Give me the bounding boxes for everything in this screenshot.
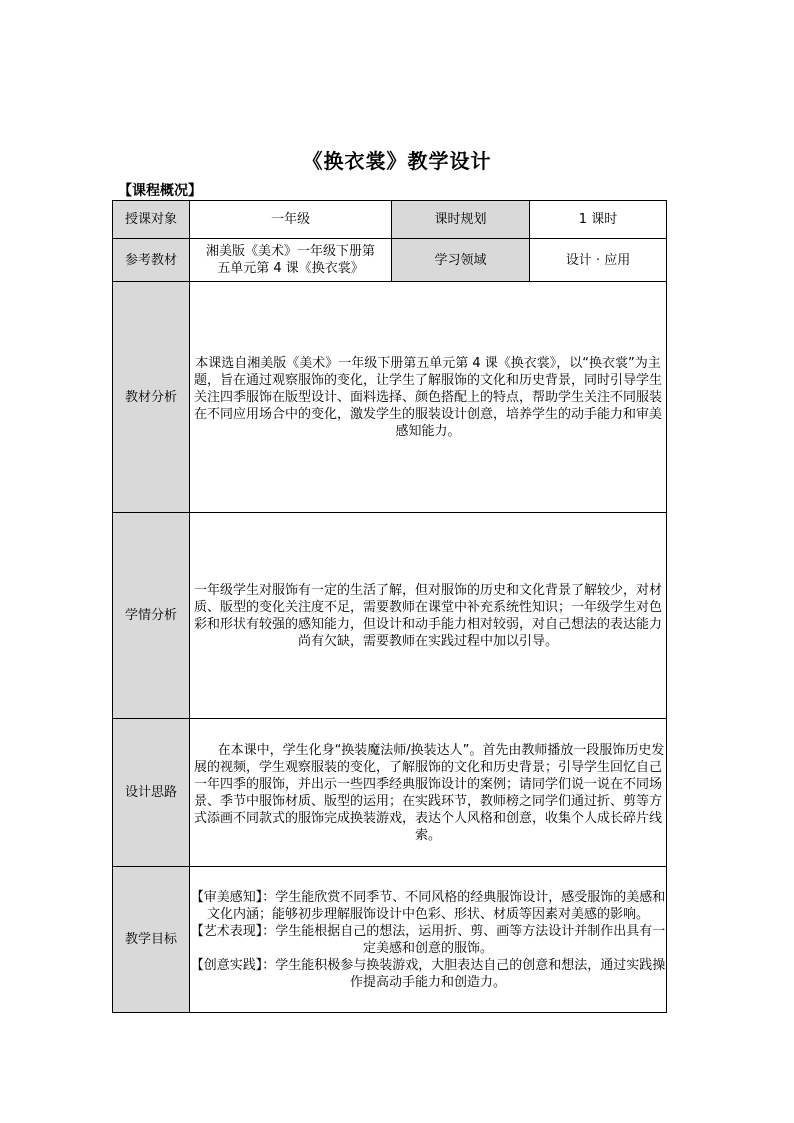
section-heading-course-overview: 【课程概况】: [118, 183, 202, 199]
content-student-analysis: 一年级学生对服饰有一定的生活了解，但对服饰的历史和文化背景了解较少，对材质、版型的变化关注度不足，需要教师在课堂中补充系统性知识；一年级学生对色彩和形状有较强的感知能力，但设计和动手能力相对较弱，对自己想法的表达能力尚有欠缺，需要教师在实践过程中加以引导。: [190, 513, 667, 719]
document-title: 《换衣裳》教学设计: [302, 149, 492, 173]
label-textbook-analysis: 教材分析: [113, 282, 190, 513]
value-learning-domain: 设计 · 应用: [530, 239, 667, 282]
content-textbook-analysis: 本课选自湘美版《美术》一年级下册第五单元第 4 课《换衣裳》，以“换衣裳”为主题，旨在通过观察服饰的变化，让学生了解服饰的文化和历史背景，同时引导学生关注四季服饰在版型设计、面料选择、颜色搭配上的特点，帮助学生关注不同服装在不同应用场合中的变化，激发学生的服装设计创意，培养学生的动手能力和审美感知能力。: [190, 282, 667, 513]
objective-aesthetic-perception: 【审美感知】：学生能欣赏不同季节、不同风格的经典服饰设计，感受服饰的美感和文化内涵；能够初步理解服饰设计中色彩、形状、材质等因素对美感的影响。: [190, 889, 666, 922]
label-target-students: 授课对象: [113, 201, 190, 239]
label-reference-textbook: 参考教材: [113, 239, 190, 282]
course-overview-table: [112, 200, 667, 1013]
label-student-analysis: 学情分析: [113, 513, 190, 719]
row-textbook-domain: [113, 239, 667, 282]
row-teaching-objectives: [113, 867, 667, 1013]
content-design-idea: 在本课中，学生化身“换装魔法师/换装达人”。首先由教师播放一段服饰历史发展的视频，学生观察服装的变化，了解服饰的文化和历史背景；引导学生回忆自己一年四季的服饰，并出示一些四季经典服饰设计的案例；请同学们说一说在不同场景、季节中服饰材质、版型的运用；在实践环节，教师榜之同学们通过折、剪等方式添画不同款式的服饰完成换装游戏，表达个人风格和创意，收集个人成长碎片线索。: [190, 719, 667, 867]
content-teaching-objectives: [190, 867, 667, 1013]
value-reference-textbook: [190, 239, 392, 282]
row-design-idea: [113, 719, 667, 867]
objective-artistic-expression: 【艺术表现】：学生能根据自己的想法，运用折、剪、画等方法设计并制作出具有一定美感和创意的服饰。: [190, 923, 666, 956]
row-target-period: [113, 201, 667, 239]
textbook-line-1: 湘美版《美术》一年级下册第: [205, 244, 375, 259]
label-design-idea: 设计思路: [113, 719, 190, 867]
value-target-students: 一年级: [190, 201, 392, 239]
label-class-period: 课时规划: [392, 201, 530, 239]
row-student-analysis: [113, 513, 667, 719]
value-class-period: 1 课时: [530, 201, 667, 239]
objective-creative-practice: 【创意实践】：学生能积极参与换装游戏，大胆表达自己的创意和想法，通过实践操作提高动手能力和创造力。: [190, 957, 666, 990]
label-learning-domain: 学习领域: [392, 239, 530, 282]
label-teaching-objectives: 教学目标: [113, 867, 190, 1013]
row-textbook-analysis: [113, 282, 667, 513]
textbook-line-2: 五单元第 4 课《换衣裳》: [217, 261, 364, 276]
